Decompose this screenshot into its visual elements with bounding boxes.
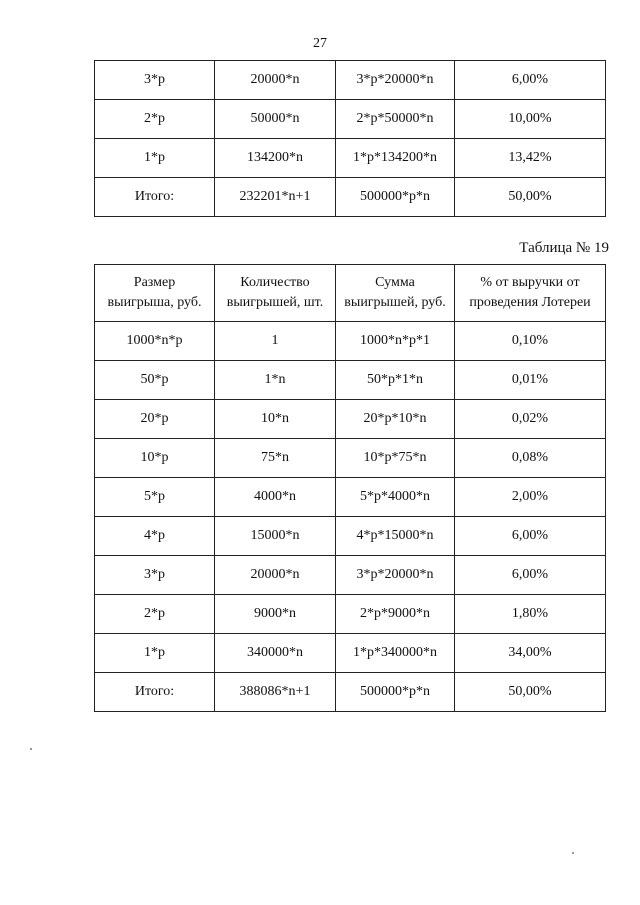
revenue-percent-cell: 0,10% xyxy=(455,322,606,361)
prize-sum-cell: 3*p*20000*n xyxy=(336,556,455,595)
header-line: Количество xyxy=(240,275,310,290)
prize-count-cell: 10*n xyxy=(215,400,336,439)
total-percent-cell: 50,00% xyxy=(455,178,606,217)
table-row xyxy=(95,478,606,517)
prize-size-cell: 50*p xyxy=(95,361,215,400)
prize-sum-cell: 5*p*4000*n xyxy=(336,478,455,517)
table-row xyxy=(95,139,606,178)
revenue-percent-cell: 2,00% xyxy=(455,478,606,517)
header-line: проведения Лотереи xyxy=(469,295,591,310)
total-label-cell: Итого: xyxy=(95,673,215,712)
revenue-percent-cell: 6,00% xyxy=(455,61,606,100)
column-header-revenue-percent xyxy=(455,265,606,322)
prize-size-cell: 1*p xyxy=(95,139,215,178)
prize-count-cell: 50000*n xyxy=(215,100,336,139)
total-row xyxy=(95,178,606,217)
header-line: Сумма xyxy=(375,275,415,290)
revenue-percent-cell: 0,01% xyxy=(455,361,606,400)
column-header-prize-count xyxy=(215,265,336,322)
table-row xyxy=(95,100,606,139)
revenue-percent-cell: 0,02% xyxy=(455,400,606,439)
total-label-cell: Итого: xyxy=(95,178,215,217)
total-sum-cell: 500000*p*n xyxy=(336,178,455,217)
prize-size-cell: 3*p xyxy=(95,556,215,595)
prize-count-cell: 20000*n xyxy=(215,61,336,100)
prize-table-19 xyxy=(94,264,606,712)
prize-count-cell: 4000*n xyxy=(215,478,336,517)
prize-count-cell: 340000*n xyxy=(215,634,336,673)
table-row xyxy=(95,361,606,400)
revenue-percent-cell: 34,00% xyxy=(455,634,606,673)
prize-count-cell: 1 xyxy=(215,322,336,361)
prize-sum-cell: 4*p*15000*n xyxy=(336,517,455,556)
prize-sum-cell: 10*p*75*n xyxy=(336,439,455,478)
prize-count-cell: 15000*n xyxy=(215,517,336,556)
scan-speck xyxy=(30,748,32,750)
prize-count-cell: 75*n xyxy=(215,439,336,478)
prize-size-cell: 4*p xyxy=(95,517,215,556)
column-header-prize-size xyxy=(95,265,215,322)
prize-size-cell: 1*p xyxy=(95,634,215,673)
header-line: выигрышей, руб. xyxy=(344,295,446,310)
total-row xyxy=(95,673,606,712)
revenue-percent-cell: 6,00% xyxy=(455,556,606,595)
prize-count-cell: 134200*n xyxy=(215,139,336,178)
table-row xyxy=(95,322,606,361)
prize-size-cell: 2*p xyxy=(95,595,215,634)
prize-size-cell: 5*p xyxy=(95,478,215,517)
header-line: выигрыша, руб. xyxy=(107,295,202,310)
revenue-percent-cell: 1,80% xyxy=(455,595,606,634)
header-line: % от выручки от xyxy=(480,275,580,290)
revenue-percent-cell: 0,08% xyxy=(455,439,606,478)
prize-sum-cell: 2*p*9000*n xyxy=(336,595,455,634)
total-sum-cell: 500000*p*n xyxy=(336,673,455,712)
table-row xyxy=(95,400,606,439)
table-row xyxy=(95,61,606,100)
prize-size-cell: 3*p xyxy=(95,61,215,100)
prize-sum-cell: 20*p*10*n xyxy=(336,400,455,439)
revenue-percent-cell: 13,42% xyxy=(455,139,606,178)
prize-sum-cell: 50*p*1*n xyxy=(336,361,455,400)
revenue-percent-cell: 6,00% xyxy=(455,517,606,556)
prize-size-cell: 10*p xyxy=(95,439,215,478)
table-row xyxy=(95,634,606,673)
prize-size-cell: 1000*n*p xyxy=(95,322,215,361)
column-header-prize-sum xyxy=(336,265,455,322)
page-number: 27 xyxy=(313,36,327,51)
scan-speck xyxy=(572,852,574,854)
prize-size-cell: 20*p xyxy=(95,400,215,439)
table-row xyxy=(95,517,606,556)
header-line: Размер xyxy=(133,275,176,290)
prize-sum-cell: 1000*n*p*1 xyxy=(336,322,455,361)
prize-sum-cell: 1*p*340000*n xyxy=(336,634,455,673)
table-row xyxy=(95,439,606,478)
prize-table-continued xyxy=(94,60,606,217)
total-count-cell: 232201*n+1 xyxy=(215,178,336,217)
table-row xyxy=(95,556,606,595)
table-header-row xyxy=(95,265,606,322)
prize-size-cell: 2*p xyxy=(95,100,215,139)
revenue-percent-cell: 10,00% xyxy=(455,100,606,139)
prize-count-cell: 1*n xyxy=(215,361,336,400)
table-row xyxy=(95,595,606,634)
prize-sum-cell: 3*p*20000*n xyxy=(336,61,455,100)
total-percent-cell: 50,00% xyxy=(455,673,606,712)
total-count-cell: 388086*n+1 xyxy=(215,673,336,712)
prize-sum-cell: 2*p*50000*n xyxy=(336,100,455,139)
prize-count-cell: 20000*n xyxy=(215,556,336,595)
header-line: выигрышей, шт. xyxy=(226,295,324,310)
table-caption: Таблица № 19 xyxy=(519,240,609,256)
prize-sum-cell: 1*p*134200*n xyxy=(336,139,455,178)
prize-count-cell: 9000*n xyxy=(215,595,336,634)
